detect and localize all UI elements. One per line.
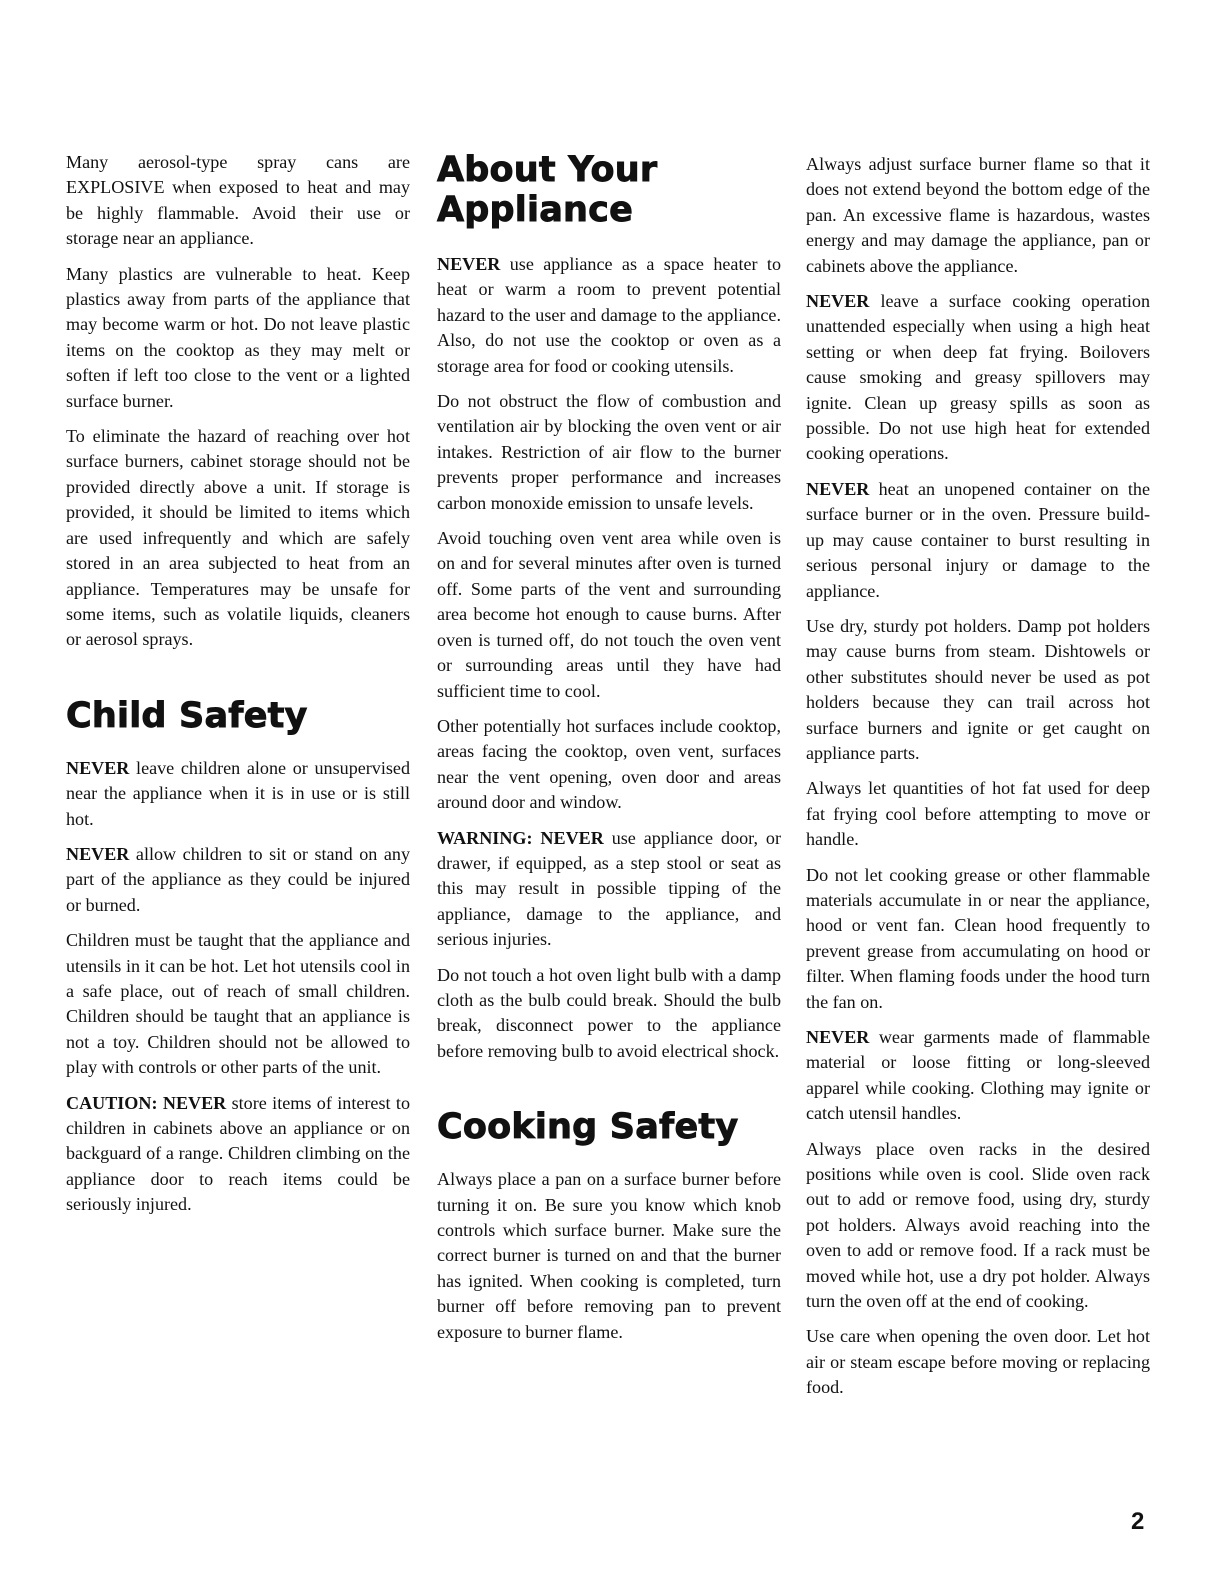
paragraph-text: use appliance door, or drawer, if equipped, as a step stool or seat as this may result in possible tipping of the appliance, damage to the appliance, and serious injuries. (437, 827, 781, 950)
paragraph-text: Always adjust surface burner flame so that it does not extend beyond the bottom edge of the pan. An excessive flame is hazardous, wastes energy and may damage the appliance, pan or cabinets above the appliance. (806, 154, 1150, 276)
paragraph-text: leave children alone or unsupervised near the appliance when it is in use or is still hot. (66, 757, 410, 829)
paragraph-lead: NEVER (806, 291, 870, 312)
paragraph-lead: WARNING: NEVER (437, 827, 604, 848)
paragraph-text: Use dry, sturdy pot holders. Damp pot holders may cause burns from steam. Dishtowels or other substitutes should never be used as pot holders because they can trail across hot surface burners and ignite or get caught on appliance parts. (806, 615, 1150, 763)
paragraph (437, 1167, 781, 1345)
paragraph-text: Use care when opening the oven door. Let hot air or steam escape before moving or replacing food. (806, 1326, 1150, 1398)
paragraph (437, 714, 781, 816)
column-left (66, 150, 410, 1228)
paragraph-text: wear garments made of flammable material or loose fitting or long-sleeved apparel while cooking. Clothing may ignite or catch utensil handles. (806, 1027, 1150, 1124)
paragraph-text: Always place a pan on a surface burner before turning it on. Be sure you know which knob controls which surface burner. Make sure the correct burner is turned on and that the burner has ignited. When cooking is completed, turn burner off before removing pan to prevent exposure to burner flame. (437, 1169, 781, 1342)
paragraph (437, 389, 781, 516)
paragraph-text: Always let quantities of hot fat used for deep fat frying cool before attempting to move or handle. (806, 778, 1150, 850)
paragraph: To eliminate the hazard of reaching over hot surface burners, cabinet storage should not be provided directly above a unit. If storage is provided, it should be limited to items which are used infrequently and which are safely stored in an area subjected to heat from an appliance. Temperatures may be unsafe for some items, such as volatile liquids, cleaners or aerosol sprays. (66, 426, 410, 650)
paragraph (66, 756, 410, 832)
paragraph (806, 1137, 1150, 1315)
paragraph-text: Always place oven racks in the desired positions while oven is cool. Slide oven rack out to add or remove food, using dry, sturdy pot holders. Always avoid reaching into the oven to add or remove food. If a rack must be moved while hot, use a dry pot holder. Always turn the oven off at the end of cooking. (806, 1138, 1150, 1312)
paragraph-lead: NEVER (806, 1027, 870, 1047)
paragraph-text: Do not touch a hot oven light bulb with a damp cloth as the bulb could break. Should the bulb break, disconnect power to the appliance before removing bulb to avoid electrical shock. (437, 964, 781, 1061)
cooking-safety-heading: Cooking Safety (437, 1107, 739, 1148)
paragraph (437, 826, 781, 953)
paragraph (66, 1091, 410, 1218)
paragraph-text: Do not obstruct the flow of combustion and ventilation air by blocking the oven vent or air intakes. Restriction of air flow to the burner prevents proper performance and increases carbon monoxide emission to unsafe levels. (437, 391, 781, 513)
paragraph: Many aerosol-type spray cans are EXPLOSIVE when exposed to heat and may be highly flammable. Avoid their use or storage near an appliance. (66, 152, 410, 249)
paragraph-lead: NEVER (66, 757, 130, 778)
paragraph (66, 842, 410, 918)
paragraph-text: heat an unopened container on the surface burner or in the oven. Pressure build-up may cause container to burst resulting in serious personal injury or damage to the appliance. (806, 478, 1150, 601)
paragraph-lead: CAUTION: NEVER (66, 1092, 227, 1113)
section-gap (66, 663, 410, 697)
paragraph-text: allow children to sit or stand on any part of the appliance as they could be injured or burned. (66, 843, 410, 915)
paragraph (806, 776, 1150, 852)
paragraph (806, 289, 1150, 467)
page-number: 2 (1131, 1508, 1145, 1535)
paragraph: Many plastics are vulnerable to heat. Keep plastics away from parts of the appliance that may become warm or hot. Do not leave plastic items on the cooktop as they may melt or soften if left too close to the vent or a lighted surface burner. (66, 263, 410, 411)
paragraph (66, 928, 410, 1080)
paragraph-text: use appliance as a space heater to heat or warm a room to prevent potential hazard to the user and damage to the appliance. Also, do not use the cooktop or oven as a storage area for food or cooking utensils. (437, 254, 781, 376)
column-middle (437, 150, 781, 1355)
paragraph-lead: NEVER (66, 843, 130, 864)
paragraph-lead: NEVER (437, 254, 501, 274)
column-right (806, 152, 1150, 1411)
paragraph (806, 477, 1150, 604)
paragraph-text: Children must be taught that the appliance and utensils in it can be hot. Let hot utensils cool in a safe place, out of reach of small children. Children should be taught that an appliance is not a toy. Children should not be allowed to play with controls or other parts of the unit. (66, 930, 410, 1078)
about-your-appliance-heading: About Your Appliance (437, 150, 658, 230)
paragraph (806, 152, 1150, 279)
paragraph-lead: NEVER (806, 478, 870, 499)
paragraph-text: Avoid touching oven vent area while oven is on and for several minutes after oven is turned off. Some parts of the vent and surrounding area become hot enough to cause burns. After oven is turned off, do not touch the oven vent or surrounding areas until they have had sufficient time to cool. (437, 528, 781, 701)
child-safety-heading: Child Safety (66, 695, 308, 736)
paragraph (437, 526, 781, 704)
paragraph-text: leave a surface cooking operation unattended especially when using a high heat setting or when deep fat frying. Boilovers cause smoking and greasy spillovers may ignite. Clean up greasy spills as soon as possible. Do not use high heat for extended cooking operations. (806, 291, 1150, 464)
paragraph (437, 963, 781, 1065)
paragraph (806, 1025, 1150, 1127)
paragraph-text: Do not let cooking grease or other flammable materials accumulate in or near the appliance, hood or vent fan. Clean hood frequently to prevent grease from accumulating on hood or filter. When flaming foods under the hood turn the fan on. (806, 864, 1150, 1012)
paragraph (437, 252, 781, 379)
paragraph-text: Other potentially hot surfaces include cooktop, areas facing the cooktop, oven vent, surfaces near the vent opening, oven door and areas around door and window. (437, 715, 781, 813)
paragraph (806, 614, 1150, 766)
paragraph-text: store items of interest to children in cabinets above an appliance or on backguard of a range. Children climbing on the appliance door to reach items could be seriously injured. (66, 1092, 410, 1215)
paragraph (806, 1324, 1150, 1400)
paragraph (806, 863, 1150, 1015)
